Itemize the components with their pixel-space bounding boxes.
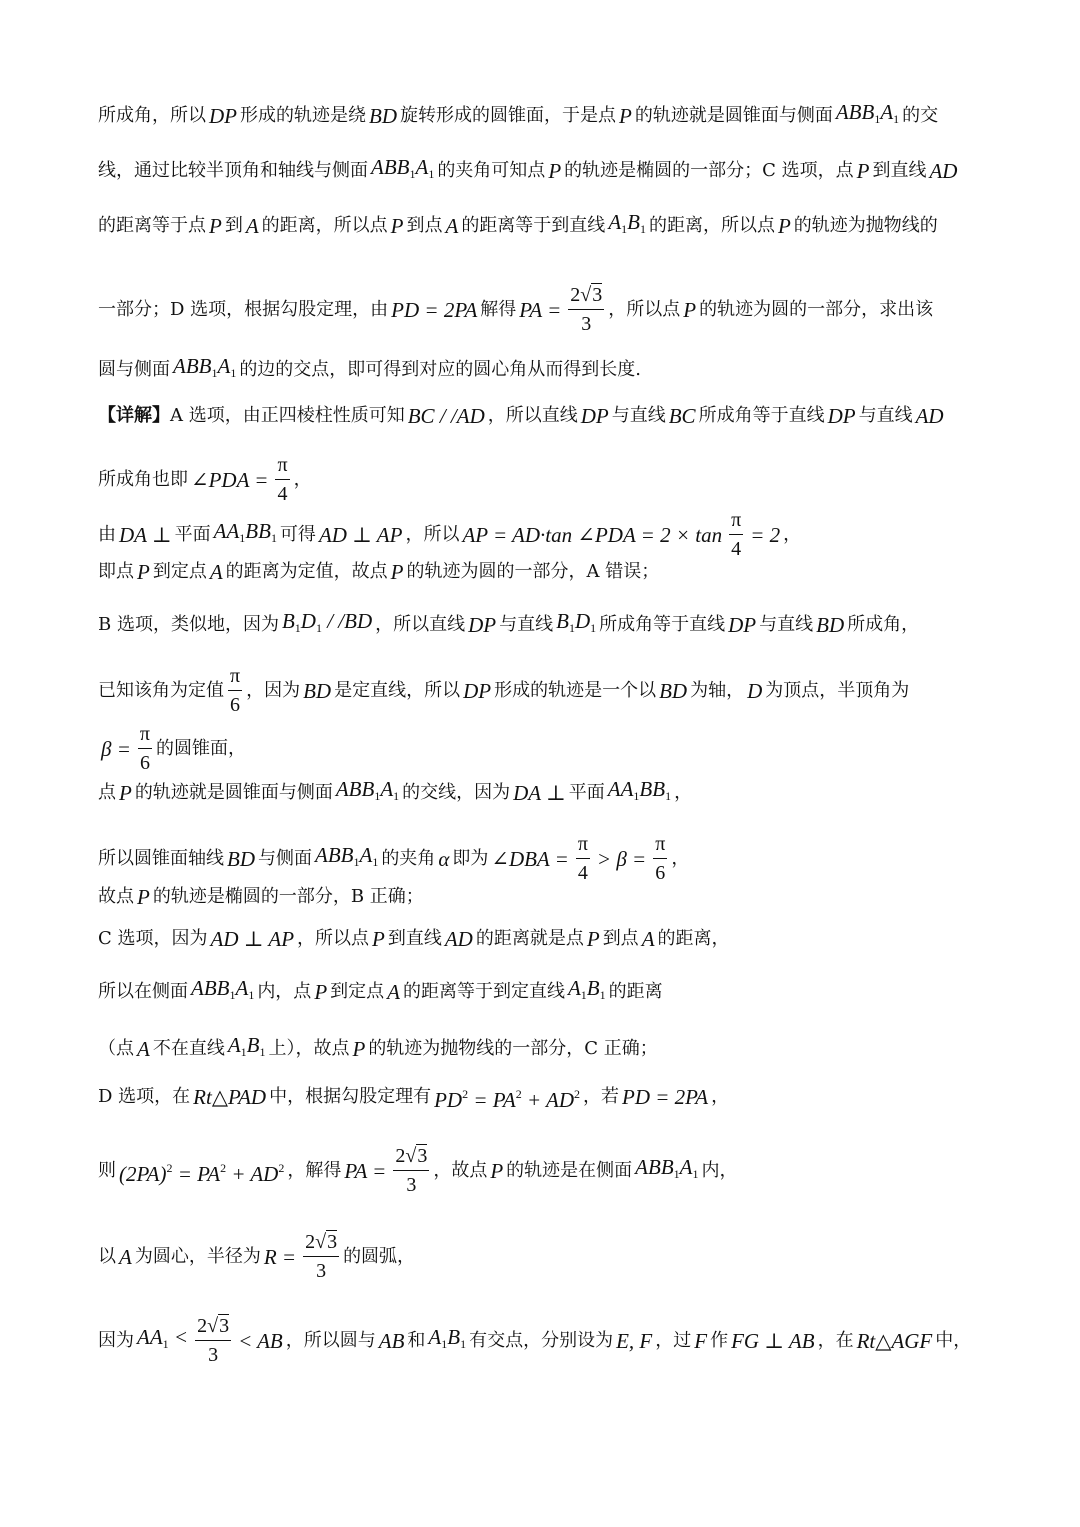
text-run: 因为 [98,1329,134,1351]
math-expression: DP [468,612,497,637]
text-run: 所成角，所以 [98,104,206,126]
text-run: 到定点 [330,980,385,1002]
math-expression: = 2 [750,522,781,547]
text-run: B 选项，类似地，因为 [98,613,279,635]
fraction-denominator: 4 [277,483,288,505]
math-expression: P [856,158,870,183]
text-line [98,453,984,506]
text-run: 的圆弧， [343,1245,416,1267]
text-run: 的轨迹为圆的一部分，求出该 [699,298,934,320]
math-expression: $ABB_1A_1$ [371,155,435,181]
text-run: 平面 [568,781,605,803]
text-run: ，所以直线 [375,613,466,635]
text-run: ，过 [655,1329,692,1351]
math-expression: P [490,1158,504,1183]
text-run: 故点 [98,886,134,907]
text-run: ，所以 [405,523,460,545]
text-line [98,154,984,187]
math-expression: A [209,560,223,584]
fraction [138,722,152,775]
math-expression: PA = [519,297,562,322]
math-expression: BC [668,404,696,428]
math-expression: $A_1B_1$ [567,976,606,1002]
math-expression: AD ⊥ AP [318,522,403,547]
fraction [303,1230,339,1283]
text-run: 到 [224,214,243,236]
text-run: 的距离就是点 [475,928,584,949]
text-line [98,1144,984,1197]
fraction-numerator: 2√3 [195,1314,231,1341]
math-expression: $A_1B_1$ [227,1033,266,1059]
text-run: 的交 [902,104,939,126]
math-expression: BD [816,612,845,637]
math-expression: P [372,927,385,951]
math-expression: AP = AD·tan ∠PDA = 2 × tan [462,522,723,547]
text-run: 与直线 [759,613,814,635]
fraction [729,508,743,561]
text-run: C 选项，因为 [98,928,208,949]
math-expression: BD [303,678,332,703]
text-run: 以 [98,1245,116,1267]
math-expression: P [314,979,328,1004]
math-expression: A [641,927,655,951]
text-run: ，若 [583,1086,620,1107]
math-expression: AD [444,927,473,951]
math-expression: $A_1B_1$ [428,1325,467,1351]
fraction-denominator: 3 [406,1174,417,1196]
math-expression: P [548,158,562,183]
math-expression: BD [227,846,255,871]
math-expression: $AA_1BB_1$ [607,777,672,803]
text-run: 可得 [279,523,316,545]
text-run: 的轨迹为抛物线的 [793,214,938,236]
text-run: 已知该角为定值 [98,679,224,701]
math-expression: F [694,1328,708,1353]
text-line [98,722,984,775]
text-run: 旋转形成的圆锥面，于是点 [400,104,616,126]
text-run: 的轨迹就是圆锥面与侧面 [634,104,833,126]
text-run: 线，通过比较半顶角和轴线与侧面 [98,159,368,181]
math-expression: P [209,213,222,238]
text-line [98,1230,984,1283]
math-expression: ∠DBA = [491,846,569,871]
fraction-denominator: 3 [208,1344,219,1366]
math-expression: $AA_1BB_1$ [213,519,277,545]
fraction-denominator: 6 [655,862,666,884]
math-expression: DP [827,404,856,428]
math-expression: ∠PDA = [191,467,269,492]
text-run: 由 [98,523,116,545]
math-expression: P [119,780,132,805]
text-run: ，所以点 [297,928,370,949]
text-line [98,776,984,809]
math-expression: PA = [344,1158,387,1183]
math-expression: $ABB_1A_1$ [835,100,900,126]
math-expression: AD [929,158,958,183]
math-expression: < AB [238,1328,283,1353]
math-expression: A [387,979,400,1004]
text-run: ，所以点 [608,298,681,320]
text-run: ， [671,847,690,869]
math-expression: BC / /AD [407,404,485,428]
math-expression: Rt△AGF [856,1328,933,1353]
text-run: 所成角等于直线 [599,613,726,635]
text-line [98,508,984,561]
text-line [98,559,984,585]
text-run: 解得 [480,298,517,320]
math-expression: AB [378,1328,405,1353]
text-run: 的轨迹为抛物线的一部分，C 正确； [368,1037,658,1059]
fraction [393,1144,429,1197]
text-run: 所以在侧面 [98,980,188,1002]
math-expression: DP [463,678,492,703]
text-run: ，因为 [246,679,301,701]
text-run: 中，根据勾股定理有 [269,1086,432,1107]
math-expression: R = [263,1244,297,1269]
text-run: 的圆锥面， [156,737,246,759]
math-expression: Rt△PAD [193,1085,267,1109]
text-run: 的边的交点，即可得到对应的圆心角从而得到长度. [239,358,642,380]
math-expression: P [683,297,697,322]
math-expression: P [390,560,404,584]
text-line [98,1081,984,1113]
fraction-denominator: 4 [731,538,742,560]
text-run: 圆与侧面 [98,358,170,380]
text-line [98,884,984,910]
text-line [98,353,984,386]
section-label: 【详解】 [98,405,170,426]
text-line [98,926,984,952]
text-run: 所以圆锥面轴线 [98,847,224,869]
text-run: 的轨迹是在侧面 [506,1159,633,1181]
text-run: 内，点 [257,980,312,1002]
text-run: 的距离等于到定直线 [402,980,565,1002]
math-expression: $ABB_1A_1$ [173,354,237,380]
math-expression: $B_1D_1$ [556,609,597,635]
math-expression: P [137,560,150,584]
text-run: 的距离等于到直线 [461,214,606,236]
text-line [98,975,984,1008]
text-run: ， [711,1086,730,1107]
text-run: 作 [710,1329,729,1351]
text-run: ， [293,468,312,490]
text-run: 上），故点 [268,1037,350,1059]
math-expression: D [747,678,763,703]
text-run: 一部分；D 选项，根据勾股定理，由 [98,298,389,320]
fraction-numerator: 2√3 [303,1230,339,1257]
math-expression: BD [369,103,397,128]
text-line [98,832,984,885]
text-line [98,608,984,641]
text-run: 则 [98,1159,116,1181]
fraction-numerator: π [228,664,242,691]
math-expression: α [438,846,450,871]
math-expression: AD [915,404,944,428]
fraction-numerator: 2√3 [393,1144,429,1171]
text-run: 为圆心，半径为 [134,1245,261,1267]
text-run: D 选项，在 [98,1086,191,1107]
math-expression: A [137,1036,150,1061]
text-run: 到点 [602,928,639,949]
math-expression: P [777,213,791,238]
text-run: 到直线 [872,159,927,181]
math-expression: A [119,1244,132,1269]
text-run: 的距离为定值，故点 [225,561,388,582]
text-run: 到定点 [152,561,207,582]
math-expression: E, F [616,1328,653,1353]
text-run: 即点 [98,561,134,582]
math-expression: PD = 2PA [391,297,478,322]
text-run: 与直线 [499,613,554,635]
text-run: 平面 [174,523,211,545]
text-line [98,1314,984,1367]
text-run: 与侧面 [258,847,312,869]
fraction-numerator: π [138,722,152,749]
text-run: 的距离， [657,928,730,949]
text-line [98,403,984,429]
text-run: 的轨迹是椭圆的一部分；C 选项，点 [564,159,854,181]
text-run: 内， [701,1159,738,1181]
text-run: （点 [98,1037,134,1059]
math-expression: P [137,885,150,909]
math-expression: A [445,213,459,238]
fraction-numerator: π [275,453,289,480]
text-run: ，解得 [287,1159,342,1181]
fraction-numerator: π [653,832,667,859]
text-run: ，所以圆与 [285,1329,376,1351]
text-run: 所成角， [847,613,920,635]
fraction [653,832,667,885]
math-expression: $B_1D_1 / /BD$ [281,609,373,635]
math-expression: P [352,1036,366,1061]
math-expression: > β = [596,846,647,871]
text-line [98,664,984,717]
fraction-denominator: 4 [577,862,588,884]
text-line [98,209,984,242]
math-expression: $PD^2 = PA^2 + AD^2$ [434,1087,581,1112]
text-line [98,283,984,336]
text-run: 形成的轨迹是绕 [240,104,366,126]
text-run: 的距离等于点 [98,214,206,236]
text-run: ，故点 [433,1159,488,1181]
text-line [98,1032,984,1065]
fraction [568,283,604,336]
math-expression: DP [580,404,609,428]
math-expression: β = [101,736,131,761]
math-expression: P [586,927,600,951]
text-run: 为轴， [690,679,745,701]
text-run: 有交点，分别设为 [469,1329,614,1351]
text-run: 和 [407,1329,426,1351]
text-run: 与直线 [611,405,666,426]
text-run: 的夹角可知点 [437,159,546,181]
math-expression: DA ⊥ [513,780,566,805]
text-run: 的轨迹是椭圆的一部分，B 正确； [152,886,424,907]
math-expression: FG ⊥ AB [731,1328,815,1353]
text-run: 所成角等于直线 [698,405,825,426]
math-expression: A [245,213,259,238]
text-run: 中， [935,1329,972,1351]
math-expression: PD = 2PA [622,1085,709,1109]
text-run: 的距离 [608,980,663,1002]
math-expression: $(2PA)^2 = PA^2 + AD^2$ [119,1160,285,1186]
text-run: 的轨迹为圆的一部分，A 错误； [406,561,660,582]
math-expression: DP [209,103,237,128]
fraction-numerator: π [576,832,590,859]
text-run: 的轨迹就是圆锥面与侧面 [134,781,333,803]
math-expression: P [390,213,404,238]
math-expression: AD ⊥ AP [210,927,295,951]
text-run: 的距离，所以点 [261,214,388,236]
fraction [228,664,242,717]
fraction-denominator: 3 [581,313,592,335]
text-run: ， [783,523,802,545]
text-run: 到直线 [387,928,442,949]
text-run: 的交线，因为 [402,781,511,803]
fraction [576,832,590,885]
text-run: ，在 [817,1329,854,1351]
text-run: A 选项，由正四棱柱性质可知 [170,405,405,426]
math-expression: P [619,103,632,128]
fraction-denominator: 6 [139,752,150,774]
math-expression: $ABB_1A_1$ [635,1155,699,1181]
text-run: 的距离，所以点 [648,214,775,236]
fraction [195,1314,231,1367]
text-run: 的夹角 [381,847,436,869]
text-run: 所成角也即 [98,468,188,490]
math-expression: $AA_1$ < [137,1325,189,1351]
math-expression: $ABB_1A_1$ [191,976,255,1002]
text-run: 是定直线，所以 [334,679,461,701]
text-run: 为顶点，半顶角为 [765,679,910,701]
text-line [98,99,984,132]
fraction [275,453,289,506]
text-run: 不在直线 [152,1037,225,1059]
math-expression: BD [659,678,688,703]
fraction-numerator: π [729,508,743,535]
fraction-numerator: 2√3 [568,283,604,310]
math-expression: $A_1B_1$ [608,210,646,236]
math-expression: DP [728,612,757,637]
text-run: 形成的轨迹是一个以 [494,679,657,701]
text-run: 点 [98,781,116,803]
text-run: 即为 [452,847,489,869]
text-run: ， [674,781,693,803]
math-expression: $ABB_1A_1$ [335,777,400,803]
text-run: 到点 [406,214,443,236]
text-run: ，所以直线 [487,405,578,426]
fraction-denominator: 3 [316,1260,327,1282]
fraction-denominator: 6 [230,694,241,716]
math-expression: $ABB_1A_1$ [315,843,379,869]
text-run: 与直线 [858,405,913,426]
math-expression: DA ⊥ [119,522,172,547]
